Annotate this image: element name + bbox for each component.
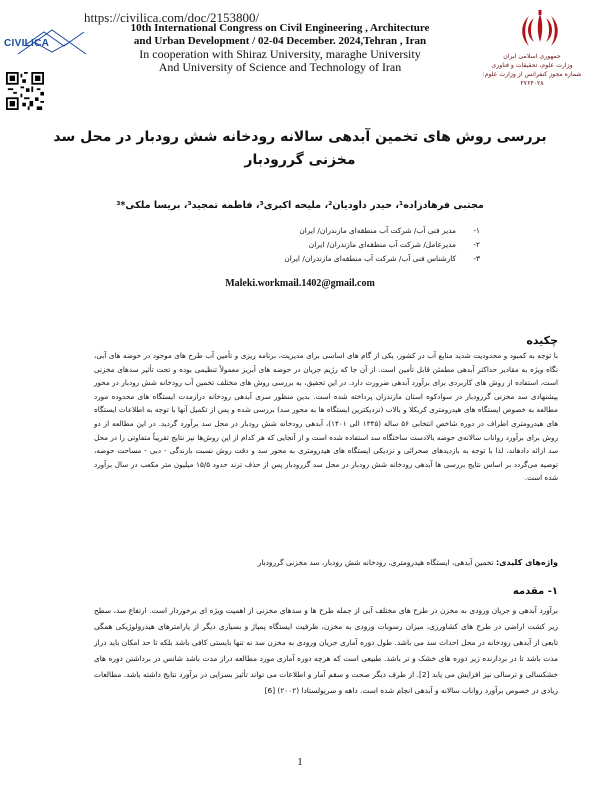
iran-emblem-icon [520, 10, 560, 54]
conference-cooperation-line1: In cooperation with Shiraz University, maraghe University [139, 47, 421, 61]
introduction-heading: ۱- مقدمه [512, 586, 558, 597]
page-number: 1 [297, 756, 303, 768]
affiliation-item [140, 224, 480, 238]
conference-name-line1: 10th International Congress on Civil Engineering , Architecture [130, 22, 430, 34]
keywords-text: تخمین آبدهی، ایستگاه هیدرومتری، رودخانه شش رودبار، سد مخزنی گررودبار [257, 558, 494, 567]
qr-code-icon[interactable] [6, 72, 44, 110]
abstract-heading: چکیده [526, 334, 558, 347]
keywords-line [120, 558, 558, 567]
affiliation-text: مدیرعامل/ شرکت آب منطقه‌ای مازندران/ ایران [308, 240, 456, 249]
civilica-brand: CIVILICA [4, 38, 50, 49]
paper-title: بررسی روش های تخمین آبدهی سالانه رودخانه شش رودبار در محل سد مخزنی گررودبار [53, 129, 547, 168]
affiliation-text: مدیر فنی آب/ شرکت آب منطقه‌ای مازندران/ ایران [299, 226, 456, 235]
conference-name-line2: and Urban Development / 02-04 December. 2024,Tehran , Iran [133, 35, 427, 47]
affiliation-number: ۳- [473, 254, 480, 263]
affiliation-item [140, 238, 480, 252]
introduction-body: برآورد آبدهی و جریان ورودی به مخزن در طرح های مختلف آبی از جمله طرح ها و سدهای مخزنی از اهمیت ویژه ای برخوردار است. ارتفاع سد، سطح زیر کشت اراضی در طرح های کشاورزی، میزان رسوبات ورودی به مخزن، ظرفیت ایستگاه پمپاژ و بسیاری دیگر از پارامترهای هیدرولوژیکی همگی تابعی از آبدهی رودخانه در محل احداث سد می باشد. طول دوره آماری جریان ورودی به مخزن سد نه تنها بایستی کافی باشد بلکه تا حد امکان باید دراز مدت باشد تا در بردارنده زیر دوره های خشک و تر باشد. طبیعی است که هرچه دوره آماری مورد مطالعه دراز مدت باشد شانس در برداشتن دوره های خشکسالی و ترسالی نیز افزایش می یابد [2]. از طرف دیگر صحت و سقم آمار و اطلاعات می تواند تأثیر بسزایی در برآورد نتایج داشته باشد. مطالعات زیادی در خصوص برآورد رواناب سالانه و آبدهی انجام شده است. داهه و سرپولستادا (۲۰۰۲) [6] [94, 606, 559, 695]
affiliation-item [140, 252, 480, 266]
conference-header [130, 22, 430, 74]
ministry-line1: جمهوری اسلامی ایران [503, 53, 561, 60]
affiliation-text: کارشناس فنی آب/ شرکت آب منطقه‌ای مازندران/ ایران [284, 254, 456, 263]
author-list: مجتبی فرهادزاده¹، حیدر داودیان²، ملیحه اکبری³، فاطمه تمجید³، بریسا ملکی*³ [116, 200, 484, 211]
affiliation-number: ۲- [473, 240, 480, 249]
affiliation-number: ۱- [473, 226, 480, 235]
ministry-line3: شماره مجوز کنفرانس از وزارت علوم: ۲۷۶۴۰۲۸ [482, 71, 582, 87]
watermark-url[interactable]: https://civilica.com/doc/2153800/ [84, 10, 260, 25]
keywords-label: واژه‌های کلیدی: [495, 558, 558, 567]
affiliation-list [140, 224, 480, 266]
ministry-line2: وزارت علوم، تحقیقات و فناوری [491, 62, 573, 69]
conference-cooperation-line2: And University of Science and Technology of Iran [158, 60, 402, 74]
contact-email[interactable]: Maleki.workmail.1402@gmail.com [225, 278, 375, 289]
abstract-body: با توجه به کمبود و محدودیت شدید منابع آب در کشور، یکی از گام های اساسی برای مدیریت، برنامه ریزی و تأمین آب طرح های موجود در حوضه های آبی، نگاه ویژه به مقادیر حداکثر آبدهی مطمئن قابل تأمین است. از آن جا که رژیم جریان در حوضه های آبریز معمولاً تنظیمی بوده و تحت تأثیر سدهای مخزنی است، استفاده از روش های کاربردی برای برآورد آبدهی ضرورت دارد. در این تحقیق، به بررسی روش های مختلف تخمین آب رودخانه شش رودبار در محور پیشنهادی سد مخزنی گررودبار در سوادکوه استان مازندران پرداخته شده است. بدین منظور سری آبدهی رودخانه درازمدت ایستگاه های محدوده مورد مطالعه به خصوص ایستگاه های هیدرومتری کربکلا و بالاب (نزدیکترین ایستگاه ها به محور سد) بررسی شده و پس از تکمیل آنها با توجه به اطلاعات ایستگاه های هیدرومتری اطراف در دوره شاخص انتخابی ۵۶ ساله (۱۳۴۵ الی ۱۴۰۱)، آبدهی رودخانه شش رودبار در محل سد برآورد گردید. در این مطالعه از دو روش برای برآورد رواناب سالانه‌ی حوضه بالادست ساختگاه سد استفاده شده است و از آنجایی که هر کدام از این روش‌ها نیز نتایج تقریباً متفاوتی را در محل سد ارائه دادهاند، لذا با توجه به بازدیدهای صحرائی و نزدیکی ایستگاه های هیدرومتری به محور سد و دقت روش نسبت بارندگی - دبی - مساحت حوضه، توصیه می‌گردد بر اساس نتایج بررسی ها آبدهی رودخانه شش رودبار در محل سد گررودبار پس از حذف ترند حدود ۱۵/۵ میلیون متر مکعب در سال برآورد شده است. [94, 351, 558, 483]
ministry-text [470, 52, 594, 88]
